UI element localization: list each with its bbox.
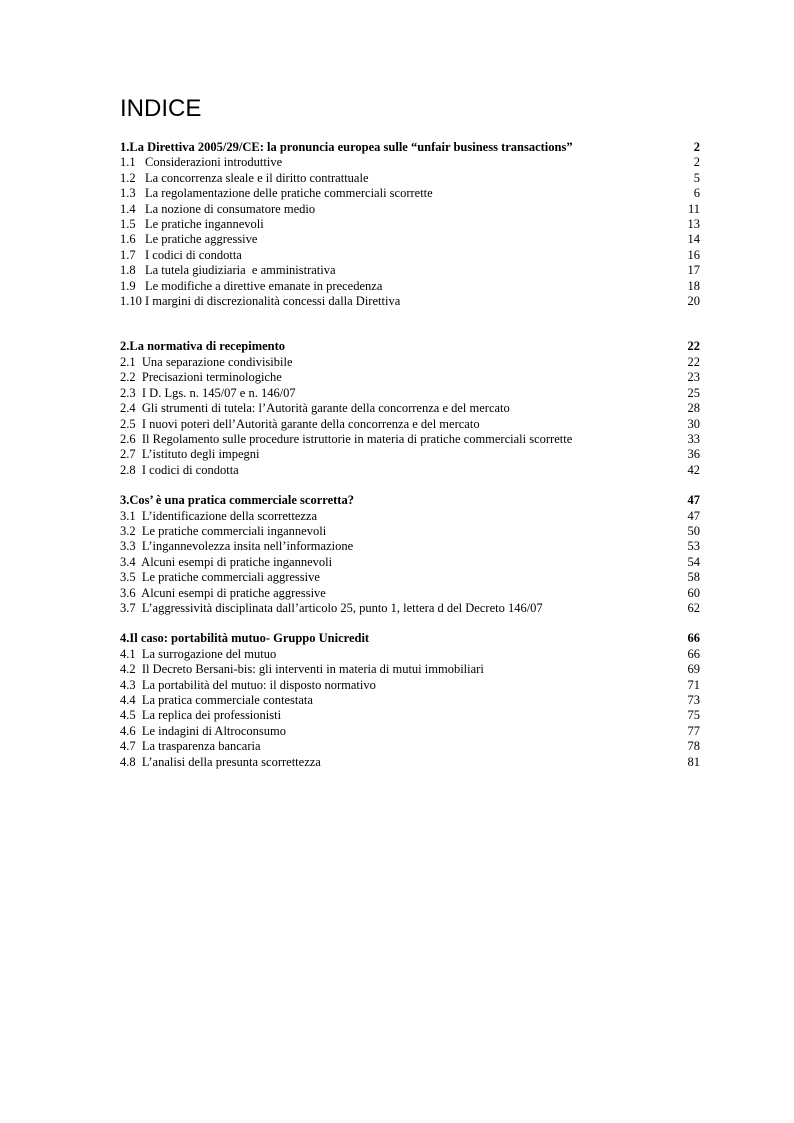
section-spacer	[120, 478, 700, 493]
toc-entry-page-number: 77	[687, 723, 700, 738]
toc-entry-label: 2.2 Precisazioni terminologiche	[120, 370, 282, 385]
toc-entry-label: 2.7 L’istituto degli impegni	[120, 447, 260, 462]
toc-entry[interactable]	[120, 524, 700, 539]
toc-entry-page-number: 53	[687, 539, 700, 554]
toc-entry[interactable]	[120, 724, 700, 739]
toc-entry[interactable]	[120, 570, 700, 585]
toc-entry-page-number: 28	[687, 401, 700, 416]
toc-entry[interactable]	[120, 279, 700, 294]
toc-entry-label: 4.7 La trasparenza bancaria	[120, 739, 261, 754]
toc-entry-label: 2.8 I codici di condotta	[120, 462, 239, 477]
toc-entry-page-number: 16	[687, 247, 700, 262]
toc-entry-label: 4.4 La pratica commerciale contestata	[120, 693, 313, 707]
toc-entry[interactable]	[120, 447, 700, 462]
toc-chapter-heading-label: 4.Il caso: portabilità mutuo- Gruppo Unicredit	[120, 631, 370, 646]
toc-entry[interactable]	[120, 509, 700, 524]
toc-entry-label: 3.5 Le pratiche commerciali aggressive	[120, 570, 320, 585]
toc-chapter-heading-label: 2.La normativa di recepimento	[120, 339, 286, 354]
toc-entry-label: 4.1 La surrogazione del mutuo	[120, 646, 277, 661]
toc-entry[interactable]	[120, 555, 700, 570]
toc-entry-label: 4.2 Il Decreto Bersani-bis: gli interventi in materia di mutui immobiliari	[120, 662, 484, 677]
toc-entry-page-number: 22	[687, 354, 700, 369]
toc-entry-label: 2.4 Gli strumenti di tutela: l’Autorità garante della concorrenza e del mercato	[120, 401, 510, 416]
toc-entry-page-number: 20	[687, 294, 700, 309]
toc-chapter-heading-page-number: 47	[687, 493, 700, 508]
toc-entry-page-number: 36	[687, 447, 700, 462]
toc-chapter-heading[interactable]	[120, 140, 700, 155]
toc-entry-page-number: 17	[687, 263, 700, 278]
toc-chapter-heading-label: 3.Cos’ è una pratica commerciale scorretta?	[120, 493, 354, 508]
toc-entry-page-number: 50	[687, 523, 700, 538]
toc-entry-label: 2.3 I D. Lgs. n. 145/07 e n. 146/07	[120, 385, 296, 400]
toc-entry[interactable]	[120, 355, 700, 370]
toc-entry-page-number: 54	[687, 554, 700, 569]
toc-entry-label: 4.8 L’analisi della presunta scorrettezza	[120, 754, 321, 769]
toc-entry-page-number: 60	[687, 585, 700, 600]
toc-entry[interactable]	[120, 463, 700, 478]
toc-chapter-heading-page-number: 2	[693, 140, 700, 154]
toc-entry-page-number: 5	[693, 170, 700, 185]
toc-entry-label: 1.9 Le modifiche a direttive emanate in precedenza	[120, 278, 383, 293]
toc-entry-label: 1.8 La tutela giudiziaria e amministrativa	[120, 263, 336, 278]
toc-entry-label: 3.3 L’ingannevolezza insita nell’informazione	[120, 539, 354, 554]
section-spacer	[120, 616, 700, 631]
toc-entry-page-number: 81	[687, 754, 700, 769]
toc-entry-page-number: 18	[687, 278, 700, 293]
toc-entry[interactable]	[120, 401, 700, 416]
toc-entry-label: 2.6 Il Regolamento sulle procedure istruttorie in materia di pratiche commerciali scorrette	[120, 431, 573, 446]
toc-entry-page-number: 42	[687, 462, 700, 477]
toc-entry[interactable]	[120, 662, 700, 677]
toc-entry-label: 2.1 Una separazione condivisibile	[120, 354, 293, 369]
toc-entry-page-number: 58	[687, 570, 700, 585]
toc-entry-page-number: 2	[693, 155, 700, 170]
toc-entry[interactable]	[120, 601, 700, 616]
toc-entry[interactable]	[120, 417, 700, 432]
toc-entry[interactable]	[120, 248, 700, 263]
toc-entry[interactable]	[120, 217, 700, 232]
toc-entry-page-number: 47	[687, 508, 700, 523]
toc-entry[interactable]	[120, 186, 700, 201]
toc-entry-label: 3.4 Alcuni esempi di pratiche ingannevoli	[120, 554, 333, 569]
toc-entry-label: 3.7 L’aggressività disciplinata dall’articolo 25, punto 1, lettera d del Decreto 146/07	[120, 600, 543, 615]
toc-entry-label: 1.10 I margini di discrezionalità concessi dalla Direttiva	[120, 294, 401, 309]
toc-entry[interactable]	[120, 155, 700, 170]
toc-entry[interactable]	[120, 294, 700, 309]
toc-entry-page-number: 62	[687, 600, 700, 615]
toc-entry-page-number: 11	[687, 201, 700, 216]
toc-entry-label: 1.1 Considerazioni introduttive	[120, 155, 283, 170]
toc-entry-page-number: 25	[687, 385, 700, 400]
toc-chapter-heading-label: 1.La Direttiva 2005/29/CE: la pronuncia europea sulle “unfair business transactions”	[120, 140, 573, 154]
toc-entry[interactable]	[120, 370, 700, 385]
toc-entry-label: 1.4 La nozione di consumatore medio	[120, 201, 316, 216]
toc-entry[interactable]	[120, 171, 700, 186]
toc-entry[interactable]	[120, 202, 700, 217]
toc-entry-page-number: 30	[687, 416, 700, 431]
toc-entry-page-number: 71	[687, 677, 700, 692]
toc-entry[interactable]	[120, 232, 700, 247]
toc-entry-page-number: 13	[687, 217, 700, 232]
toc-entry-label: 3.2 Le pratiche commerciali ingannevoli	[120, 523, 327, 538]
toc-chapter-heading-page-number: 66	[687, 631, 700, 646]
toc-entry-page-number: 33	[687, 431, 700, 446]
toc-entry[interactable]	[120, 755, 700, 770]
toc-entry-label: 1.6 Le pratiche aggressive	[120, 232, 258, 247]
toc-entry[interactable]	[120, 386, 700, 401]
toc-entry-page-number: 66	[687, 646, 700, 661]
toc-entry-page-number: 78	[687, 739, 700, 754]
toc-entry-label: 3.6 Alcuni esempi di pratiche aggressive	[120, 585, 326, 600]
toc-entry[interactable]	[120, 432, 700, 447]
toc-entry[interactable]	[120, 739, 700, 754]
toc-entry[interactable]	[120, 263, 700, 278]
toc-entry-page-number: 73	[687, 693, 700, 707]
toc-entry-label: 4.3 La portabilità del mutuo: il disposto normativo	[120, 677, 376, 692]
section-spacer	[120, 309, 700, 339]
table-of-contents	[120, 140, 700, 770]
page-title: INDICE	[120, 95, 202, 122]
toc-entry[interactable]	[120, 678, 700, 693]
toc-chapter-heading[interactable]	[120, 493, 700, 508]
toc-entry-label: 1.3 La regolamentazione delle pratiche commerciali scorrette	[120, 186, 433, 201]
toc-entry-page-number: 14	[687, 232, 700, 247]
toc-entry-label: 1.2 La concorrenza sleale e il diritto contrattuale	[120, 170, 369, 185]
toc-entry-page-number: 23	[687, 370, 700, 385]
toc-entry-page-number: 75	[687, 708, 700, 723]
toc-chapter-heading[interactable]	[120, 339, 700, 354]
toc-entry-page-number: 69	[687, 662, 700, 677]
toc-entry-label: 1.5 Le pratiche ingannevoli	[120, 217, 264, 232]
toc-entry-page-number: 6	[693, 186, 700, 201]
toc-entry[interactable]	[120, 586, 700, 601]
toc-entry-label: 2.5 I nuovi poteri dell’Autorità garante della concorrenza e del mercato	[120, 416, 480, 431]
toc-chapter-heading-page-number: 22	[687, 339, 700, 354]
toc-chapter-heading[interactable]	[120, 631, 700, 646]
toc-entry-label: 3.1 L’identificazione della scorrettezza	[120, 508, 318, 523]
toc-entry-label: 1.7 I codici di condotta	[120, 247, 242, 262]
toc-entry[interactable]	[120, 647, 700, 662]
toc-entry-label: 4.6 Le indagini di Altroconsumo	[120, 723, 286, 738]
toc-entry[interactable]	[120, 539, 700, 554]
toc-entry[interactable]	[120, 693, 700, 708]
toc-entry-label: 4.5 La replica dei professionisti	[120, 708, 282, 723]
toc-entry[interactable]	[120, 708, 700, 723]
